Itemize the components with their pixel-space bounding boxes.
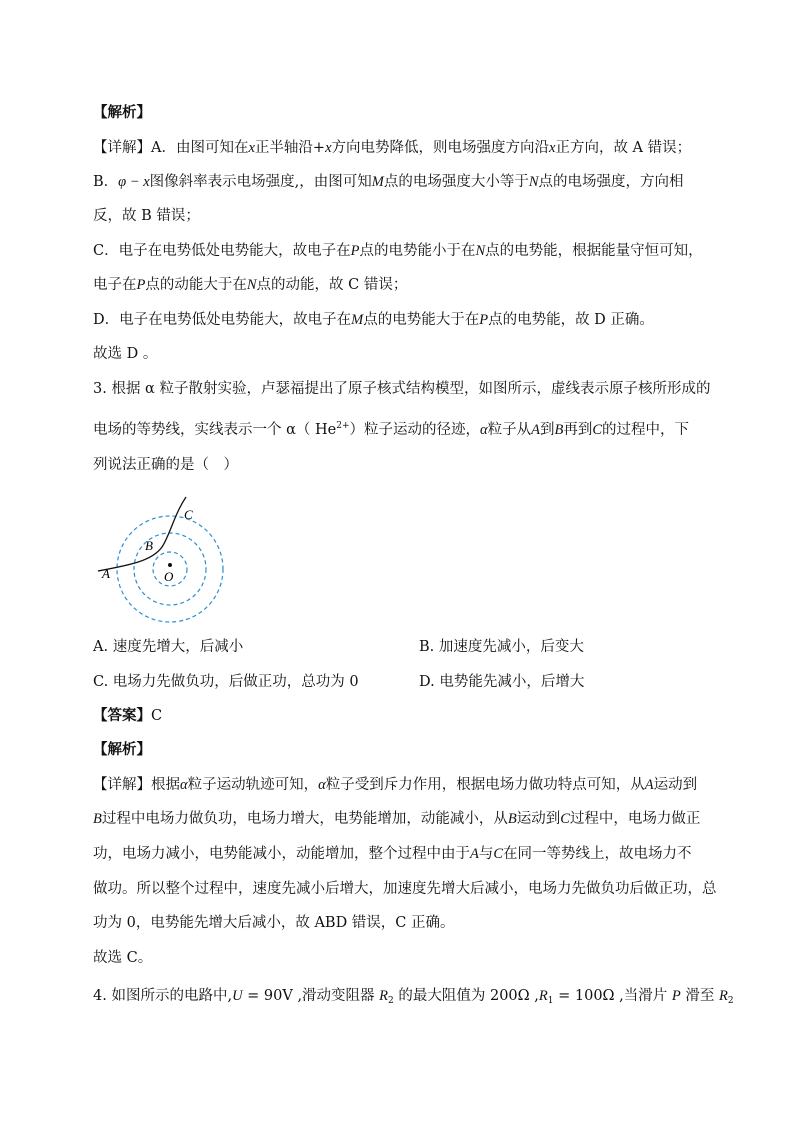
question-4-line-1: 4. 如图所示的电路中,U = 90V ,滑动变阻器 $R_2$ 的最大阻值为 200Ω $,R_1 = 100\Omega$ ,当滑片 P 滑至 $R_2$ bbox=[93, 988, 734, 1006]
detail2-line-5: 功为 0，电势能先增大后减小，故 ABD 错误，C 正确。 bbox=[93, 915, 455, 931]
equipotential-figure bbox=[90, 495, 240, 630]
detail-line-b1: B．φ − x图像斜率表示电场强度,，由图可知M点的电场强度大小等于N点的电场强度，方向相 bbox=[93, 174, 684, 190]
analysis-heading-2: 【解析】 bbox=[93, 741, 151, 758]
detail2-line-1: 【详解】根据α粒子运动轨迹可知，α粒子受到斥力作用，根据电场力做功特点可知，从A运动到 bbox=[93, 777, 698, 793]
detail-line-b2: 反，故 B 错误； bbox=[93, 208, 200, 224]
choose-line-1: 故选 D 。 bbox=[93, 346, 158, 362]
detail-tag: 【详解】 bbox=[93, 140, 151, 156]
answer-value: C bbox=[151, 708, 163, 724]
label-c: C bbox=[184, 507, 193, 522]
option-b[interactable]: B. 加速度先减小，后变大 bbox=[419, 639, 584, 655]
nucleus-dot bbox=[168, 563, 172, 567]
question-3-line-2: 电场的等势线，实线表示一个 α（ $He^{2+}$）粒子运动的径迹，α粒子从A到B再到C的过程中，下 bbox=[93, 421, 690, 438]
choose-line-2: 故选 C。 bbox=[93, 950, 153, 966]
detail2-line-3: 功，电场力减小，电势能减小，动能增加，整个过程中由于A与C在同一等势线上，故电场力不 bbox=[93, 846, 692, 862]
question-3-line-3: 列说法正确的是（ ） bbox=[93, 457, 238, 473]
answer-line: 【答案】C bbox=[93, 707, 163, 724]
detail-line-c2: 电子在P点的动能大于在N点的动能，故 C 错误； bbox=[93, 277, 408, 293]
label-o: O bbox=[164, 569, 174, 584]
option-c[interactable]: C. 电场力先做负功，后做正功，总功为 0 bbox=[93, 674, 359, 690]
label-a: A bbox=[102, 566, 110, 581]
detail2-line-4: 做功。所以整个过程中，速度先减小后增大，加速度先增大后减小，电场力先做负功后做正功，总 bbox=[93, 881, 717, 897]
label-b: B bbox=[145, 538, 153, 553]
detail-line-a: 【详解】A．由图可知在x正半轴沿+x方向电势降低，则电场强度方向沿x正方向，故 A 错误； bbox=[93, 140, 692, 156]
detail-line-c1: C．电子在电势低处电势能大，故电子在P点的电势能小于在N点的电势能，根据能量守恒可知， bbox=[93, 243, 703, 259]
question-3-line-1: 3. 根据 α 粒子散射实验，卢瑟福提出了原子核式结构模型，如图所示，虚线表示原子核所形成的 bbox=[93, 381, 711, 397]
option-a[interactable]: A. 速度先增大，后减小 bbox=[93, 639, 244, 655]
detail-line-d: D．电子在电势低处电势能大，故电子在M点的电势能大于在P点的电势能，故 D 正确。 bbox=[93, 312, 654, 328]
analysis-heading: 【解析】 bbox=[93, 104, 151, 121]
alpha-trajectory bbox=[98, 497, 186, 571]
option-d[interactable]: D. 电势能先减小，后增大 bbox=[419, 674, 585, 690]
detail2-line-2: B过程中电场力做负功，电场力增大，电势能增加，动能减小，从B运动到C过程中，电场力做正 bbox=[93, 811, 701, 827]
